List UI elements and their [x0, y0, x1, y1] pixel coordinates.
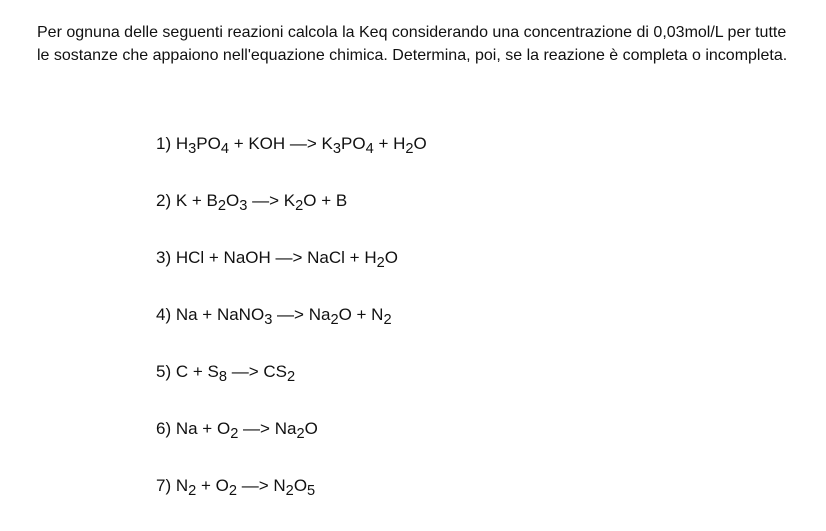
formula-text: —> Na	[272, 305, 331, 324]
reaction-item	[156, 360, 427, 417]
formula-text: O	[304, 419, 318, 438]
reaction-item	[156, 417, 427, 474]
formula-text: HCl + NaOH —> NaCl + H	[175, 248, 377, 267]
reaction-number: 5)	[156, 362, 176, 381]
formula-text: O	[226, 191, 240, 210]
subscript: 4	[220, 141, 229, 158]
subscript: 2	[217, 198, 227, 215]
subscript: 2	[296, 426, 305, 443]
reaction-equation	[175, 248, 398, 272]
formula-text: + KOH —> K	[228, 134, 333, 153]
subscript: 2	[228, 483, 238, 500]
subscript: 5	[307, 483, 316, 500]
reaction-equation	[175, 419, 318, 443]
reaction-number: 7)	[156, 476, 176, 495]
formula-text: PO	[196, 134, 221, 153]
subscript: 3	[188, 141, 197, 158]
subscript: 2	[376, 255, 385, 272]
reaction-number: 4)	[156, 305, 176, 324]
subscript: 3	[264, 312, 273, 329]
subscript: 2	[405, 141, 414, 158]
formula-text: O	[293, 476, 308, 495]
reaction-item	[156, 474, 427, 531]
formula-text: —> N	[237, 476, 286, 495]
formula-text: PO	[341, 134, 366, 153]
reaction-equation	[175, 362, 296, 386]
formula-text: N	[175, 476, 189, 495]
subscript: 3	[239, 198, 248, 215]
formula-text: + O	[196, 476, 229, 495]
formula-text: H	[175, 134, 189, 153]
subscript: 2	[295, 198, 304, 215]
formula-text: Na + NaNO	[175, 305, 265, 324]
formula-text: O + N	[338, 305, 384, 324]
reaction-item	[156, 132, 427, 189]
reaction-number: 2)	[156, 191, 176, 210]
reaction-number: 3)	[156, 248, 176, 267]
subscript: 2	[330, 312, 339, 329]
reaction-item	[156, 189, 427, 246]
reaction-equation	[175, 134, 427, 158]
formula-text: —> K	[247, 191, 296, 210]
subscript: 2	[286, 369, 296, 386]
reaction-number: 1)	[156, 134, 176, 153]
formula-text: O	[384, 248, 398, 267]
subscript: 3	[332, 141, 342, 158]
formula-text: O + B	[303, 191, 348, 210]
subscript: 2	[383, 312, 392, 329]
subscript: 8	[218, 369, 227, 386]
reaction-equation	[175, 305, 392, 329]
reaction-item	[156, 246, 427, 303]
reaction-equation	[175, 191, 348, 215]
formula-text: O	[413, 134, 427, 153]
subscript: 4	[365, 141, 374, 158]
subscript: 2	[285, 483, 294, 500]
reaction-list	[156, 132, 427, 531]
reaction-number: 6)	[156, 419, 176, 438]
instructions-paragraph: Per ognuna delle seguenti reazioni calcola la Keq considerando una concentrazione di 0,03mol/L per tutte le sostanze che appaiono nell'equazione chimica. Determina, poi, se la reazione è completa o incompleta.	[37, 24, 788, 64]
formula-text: C + S	[175, 362, 219, 381]
formula-text: + H	[373, 134, 406, 153]
reaction-equation	[175, 476, 316, 500]
formula-text: —> CS	[226, 362, 287, 381]
formula-text: Na + O	[175, 419, 231, 438]
subscript: 2	[230, 426, 239, 443]
subscript: 2	[188, 483, 197, 500]
formula-text: K + B	[175, 191, 218, 210]
formula-text: —> Na	[238, 419, 297, 438]
reaction-item	[156, 303, 427, 360]
